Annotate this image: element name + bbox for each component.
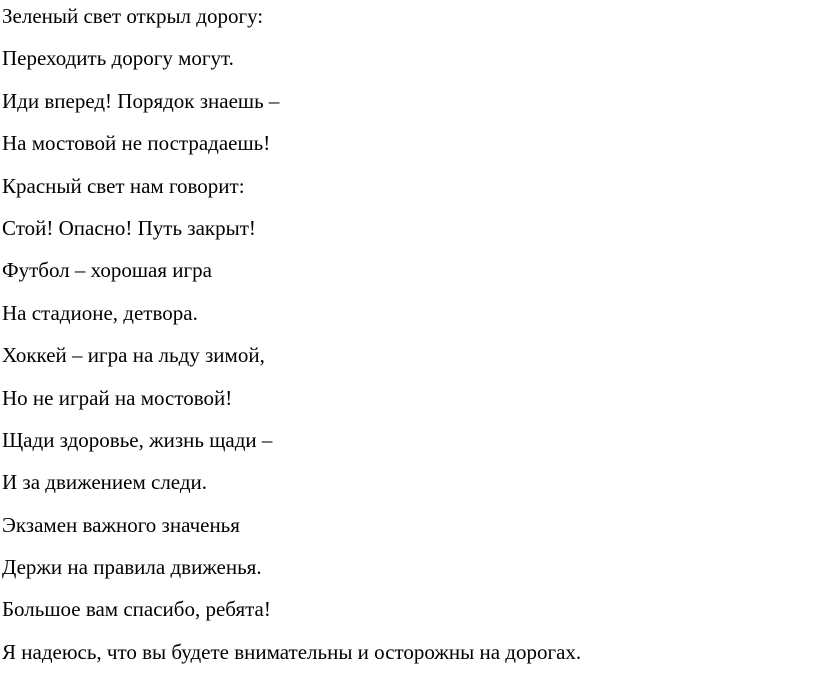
text-line: Держи на правила движенья. bbox=[2, 555, 262, 580]
text-line: И за движением следи. bbox=[2, 470, 208, 495]
poem-text bbox=[2, 4, 581, 682]
text-line: На мостовой не пострадаешь! bbox=[2, 131, 271, 156]
text-line: Я надеюсь, что вы будете внимательны и осторожны на дорогах. bbox=[2, 639, 582, 664]
text-line: Но не играй на мостовой! bbox=[2, 385, 233, 410]
text-line: Переходить дорогу могут. bbox=[2, 46, 234, 71]
text-line: Зеленый свет открыл дорогу: bbox=[2, 4, 264, 28]
text-line: Хоккей – игра на льду зимой, bbox=[2, 343, 265, 368]
text-line: Иди вперед! Порядок знаешь – bbox=[2, 88, 280, 113]
text-line: Большое вам спасибо, ребята! bbox=[2, 597, 271, 622]
text-line: Футбол – хорошая игра bbox=[2, 258, 212, 283]
text-line: Экзамен важного значенья bbox=[2, 512, 240, 537]
text-line: Щади здоровье, жизнь щади – bbox=[2, 427, 273, 452]
text-line: На стадионе, детвора. bbox=[2, 300, 198, 325]
text-line: Стой! Опасно! Путь закрыт! bbox=[2, 215, 256, 240]
text-line: Красный свет нам говорит: bbox=[2, 173, 245, 198]
